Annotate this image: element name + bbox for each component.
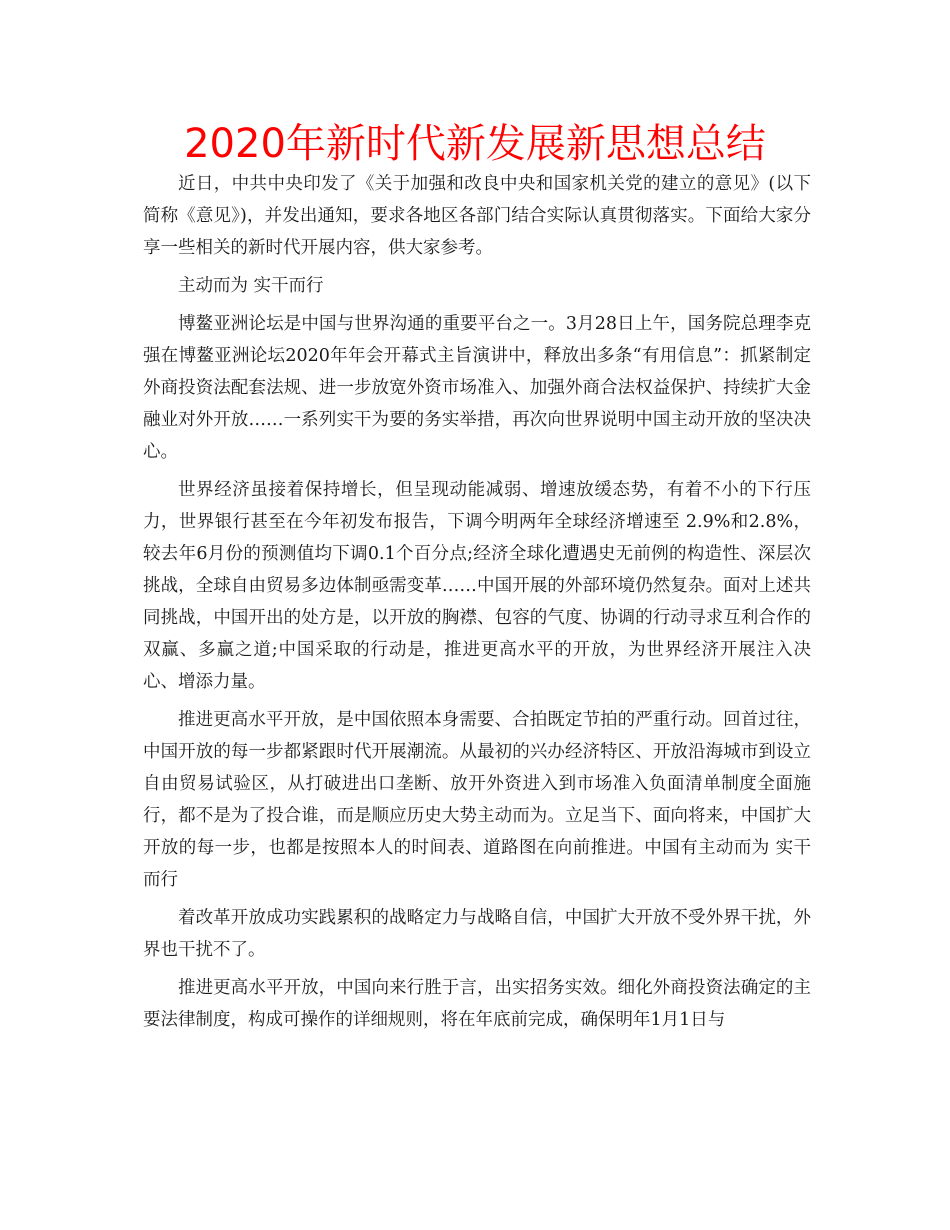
paragraph-practical-measures: 推进更高水平开放，中国向来行胜于言，出实招务实效。细化外商投资法确定的主要法律制度，构成可操作的详细规则，将在年底前完成，确保明年1月1日与: [143, 978, 811, 1030]
paragraph-subheading: 主动而为 实干而行: [178, 276, 324, 296]
paragraph-world-economy: 世界经济虽接着保持增长，但呈现动能减弱、增速放缓态势，有着不小的下行压力，世界银行甚至在今年初发布报告，下调今明两年全球经济增速至 2.9%和2.8%，较去年6月份的预测值均下调0.1个百分点;经济全球化遭遇史无前例的构造性、深层次挑战，全球自由贸易多边体制亟需变革……中国开展的外部环境仍然复杂。面对上述共同挑战，中国开出的处方是，以开放的胸襟、包容的气度、协调的行动寻求互利合作的双赢、多赢之道;中国采取的行动是，推进更高水平的开放，为世界经济开展注入决心、增添力量。: [143, 480, 811, 692]
document-title: 2020年新时代新发展新思想总结: [184, 121, 766, 167]
paragraph-intro: 近日，中共中央印发了《关于加强和改良中央和国家机关党的建立的意见》(以下简称《意见》)，并发出通知，要求各地区各部门结合实际认真贯彻落实。下面给大家分享一些相关的新时代开展内容，供大家参考。: [143, 174, 811, 258]
paragraph-strategic-confidence: 着改革开放成功实践累积的战略定力与战略自信，中国扩大开放不受外界干扰，外界也干扰不了。: [143, 908, 811, 960]
paragraph-boao: 博鳌亚洲论坛是中国与世界沟通的重要平台之一。3月28日上午，国务院总理李克强在博鳌亚洲论坛2020年年会开幕式主旨演讲中，释放出多条“有用信息”：抓紧制定外商投资法配套法规、进一步放宽外资市场准入、加强外商合法权益保护、持续扩大金融业对外开放……一系列实干为要的务实举措，再次向世界说明中国主动开放的坚决决心。: [143, 314, 811, 462]
document-body: [143, 168, 811, 1042]
paragraph-higher-opening: 推进更高水平开放，是中国依照本身需要、合拍既定节拍的严重行动。回首过往，中国开放的每一步都紧跟时代开展潮流。从最初的兴办经济特区、开放沿海城市到设立自由贸易试验区，从打破进出口垄断、放开外资进入到市场准入负面清单制度全面施行，都不是为了投合谁，而是顺应历史大势主动而为。立足当下、面向将来，中国扩大开放的每一步，也都是按照本人的时间表、道路图在向前推进。中国有主动而为 实干而行: [143, 710, 811, 890]
